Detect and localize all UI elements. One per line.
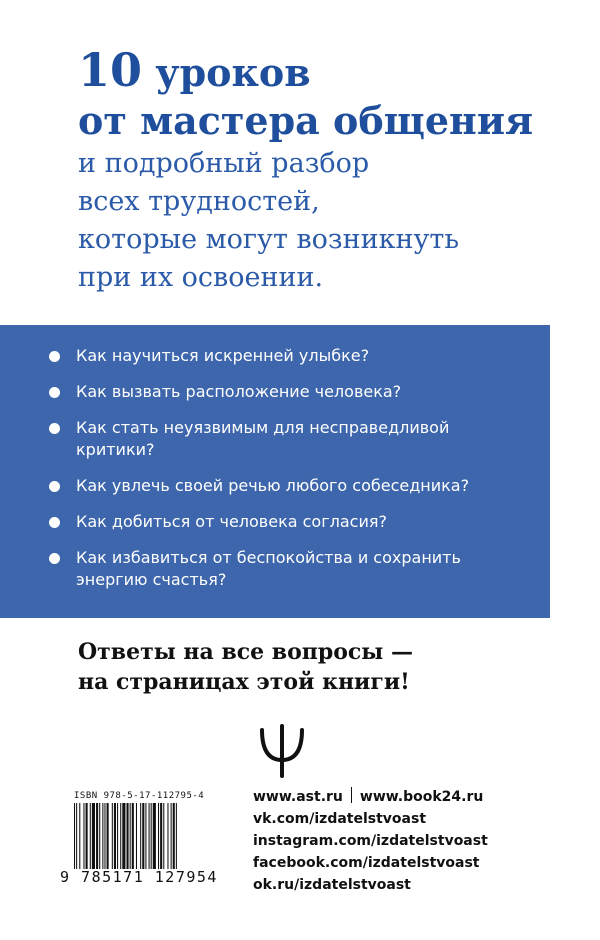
- headline-line-1-rest: уроков: [155, 50, 311, 95]
- headline-line-4: всех трудностей,: [78, 186, 320, 217]
- barcode-bar: [114, 803, 116, 869]
- barcode-bar: [96, 803, 98, 869]
- barcode-bar: [149, 803, 150, 869]
- circle-bullet-icon: [49, 387, 60, 398]
- answer-tagline: [78, 637, 578, 697]
- barcode-bar: [107, 803, 109, 869]
- barcode-bar: [99, 803, 100, 869]
- question-text: Как вызвать расположение человека?: [76, 382, 402, 401]
- barcode: [72, 803, 222, 869]
- isbn-label: ISBN 978-5-17-112795-4: [74, 791, 205, 801]
- barcode-bar: [158, 803, 159, 869]
- barcode-bar: [142, 803, 144, 869]
- answer-line-2: на страницах этой книги!: [78, 669, 410, 695]
- barcode-bar: [136, 803, 137, 869]
- barcode-bar: [117, 803, 118, 869]
- barcode-bar: [76, 803, 77, 869]
- barcode-bar: [140, 803, 141, 869]
- link-book24[interactable]: www.book24.ru: [359, 789, 484, 805]
- answer-line-1: Ответы на все вопросы —: [78, 639, 414, 665]
- barcode-bar: [153, 803, 156, 869]
- barcode-bar: [145, 803, 146, 869]
- barcode-bar: [102, 803, 103, 869]
- barcode-bar: [132, 803, 134, 869]
- headline-number: 10: [78, 43, 143, 97]
- barcode-digits: 9 785171 127954: [60, 868, 218, 886]
- question-text: Как увлечь своей речью любого собеседника?: [76, 476, 470, 495]
- barcode-bar: [79, 803, 80, 869]
- barcode-bar: [163, 803, 164, 869]
- barcode-bar: [130, 803, 131, 869]
- circle-bullet-icon: [49, 481, 60, 492]
- barcode-bar: [176, 803, 177, 869]
- question-item: [46, 417, 526, 461]
- link-ok[interactable]: ok.ru/izdatelstvoast: [253, 877, 411, 893]
- barcode-bar: [112, 803, 113, 869]
- barcode-bar: [83, 803, 84, 869]
- question-item: [46, 547, 526, 591]
- circle-bullet-icon: [49, 351, 60, 362]
- barcode-bar: [104, 803, 105, 869]
- barcode-bar: [122, 803, 125, 869]
- barcode-bar: [173, 803, 175, 869]
- publisher-links: [253, 786, 488, 896]
- headline-line-6: при их освоении.: [78, 262, 324, 293]
- barcode-bar: [90, 803, 91, 869]
- link-instagram[interactable]: instagram.com/izdatelstvoast: [253, 833, 488, 849]
- barcode-bar: [151, 803, 152, 869]
- headline-line-1: [78, 43, 578, 97]
- circle-bullet-icon: [49, 423, 60, 434]
- questions-list: [46, 345, 526, 605]
- questions-panel: [0, 325, 550, 618]
- question-item: [46, 381, 526, 403]
- question-text: Как добиться от человека согласия?: [76, 512, 387, 531]
- link-ast[interactable]: www.ast.ru: [253, 789, 343, 805]
- links-separator: [351, 787, 352, 803]
- question-item: [46, 345, 526, 367]
- circle-bullet-icon: [49, 517, 60, 528]
- barcode-bar: [167, 803, 168, 869]
- barcode-bar: [92, 803, 95, 869]
- question-item: [46, 475, 526, 497]
- question-text: Как избавиться от беспокойства и сохранить энергию счастья?: [76, 548, 461, 589]
- headline-line-5: которые могут возникнуть: [78, 224, 460, 255]
- barcode-bar: [171, 803, 172, 869]
- link-vk[interactable]: vk.com/izdatelstvoast: [253, 811, 427, 827]
- question-text: Как стать неуязвимым для несправедливой критики?: [76, 418, 450, 459]
- barcode-bar: [74, 803, 75, 869]
- barcode-bar: [160, 803, 162, 869]
- barcode-bar: [120, 803, 121, 869]
- psi-logo-icon: [258, 722, 306, 778]
- question-item: [46, 511, 526, 533]
- links-row-sites: [253, 786, 488, 808]
- headline: [78, 43, 578, 297]
- headline-line-2: от мастера общения: [78, 98, 534, 143]
- barcode-bar: [86, 803, 88, 869]
- link-facebook[interactable]: facebook.com/izdatelstvoast: [253, 855, 480, 871]
- headline-line-3: и подробный разбор: [78, 148, 370, 179]
- question-text: Как научиться искренней улыбке?: [76, 346, 370, 365]
- barcode-bar: [127, 803, 129, 869]
- circle-bullet-icon: [49, 553, 60, 564]
